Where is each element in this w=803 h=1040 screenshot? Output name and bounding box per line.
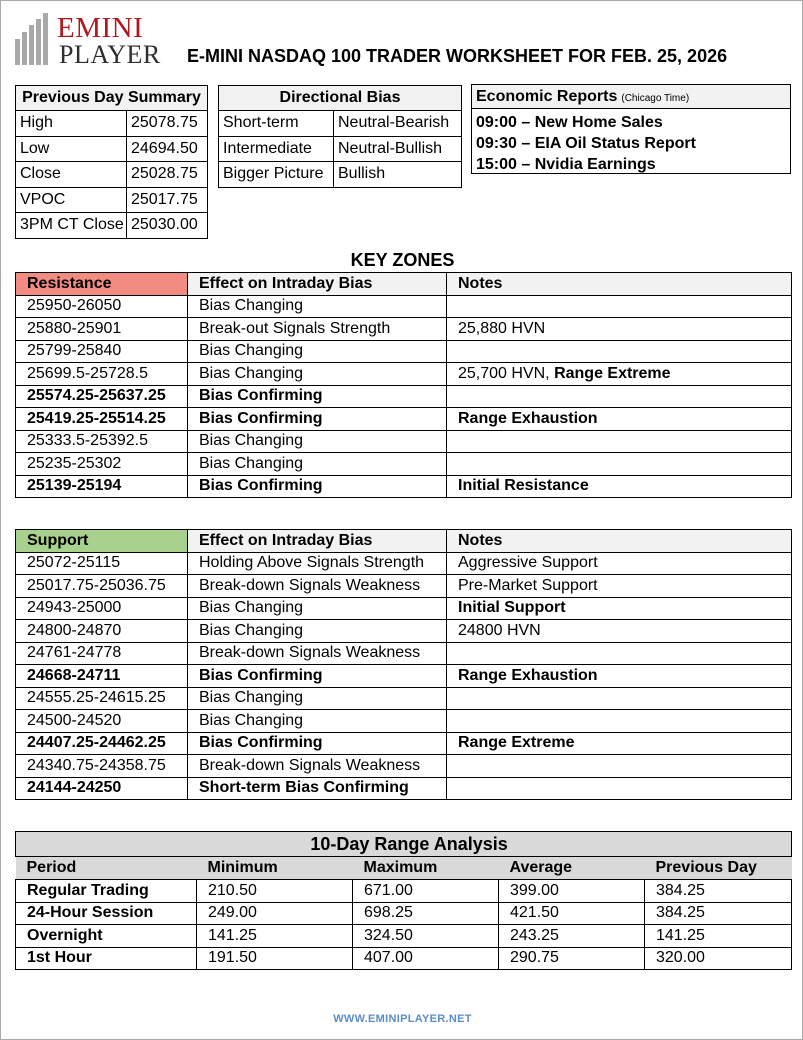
support-effect: Break-down Signals Weakness xyxy=(188,755,447,778)
resistance-note-text: 25,700 HVN, xyxy=(458,364,555,382)
logo-text-player: PLAYER xyxy=(59,40,161,69)
resistance-notes xyxy=(447,295,792,318)
resistance-row xyxy=(16,363,792,386)
range-header-minimum: Minimum xyxy=(197,857,353,880)
key-zones-title: KEY ZONES xyxy=(350,250,455,270)
resistance-notes xyxy=(447,318,792,341)
resistance-notes xyxy=(447,385,792,408)
resistance-effect: Bias Changing xyxy=(188,295,447,318)
support-effect: Bias Changing xyxy=(188,687,447,710)
support-notes xyxy=(447,777,792,800)
logo-bars-icon xyxy=(15,13,59,65)
previous-day-value: 25017.75 xyxy=(127,187,208,213)
previous-day-summary-table xyxy=(15,85,208,239)
support-row xyxy=(16,552,792,575)
resistance-notes xyxy=(447,430,792,453)
resistance-effect: Bias Changing xyxy=(188,340,447,363)
support-effect: Holding Above Signals Strength xyxy=(188,552,447,575)
support-row xyxy=(16,687,792,710)
economic-reports-title: Economic Reports xyxy=(476,88,618,105)
support-zone: 25017.75-25036.75 xyxy=(16,575,188,598)
resistance-row xyxy=(16,340,792,363)
previous-day-row xyxy=(16,111,208,137)
resistance-row xyxy=(16,475,792,498)
support-zone: 24555.25-24615.25 xyxy=(16,687,188,710)
range-header-previous-day: Previous Day xyxy=(645,857,792,880)
directional-bias-header: Directional Bias xyxy=(219,86,462,111)
previous-day-summary-header: Previous Day Summary xyxy=(16,86,208,111)
previous-day-value: 24694.50 xyxy=(127,136,208,162)
support-effect: Bias Confirming xyxy=(188,665,447,688)
support-effect: Break-down Signals Weakness xyxy=(188,575,447,598)
range-maximum: 671.00 xyxy=(353,880,499,903)
range-average: 399.00 xyxy=(499,880,645,903)
range-average: 421.50 xyxy=(499,902,645,925)
support-zone: 24407.25-24462.25 xyxy=(16,732,188,755)
support-zone: 24144-24250 xyxy=(16,777,188,800)
range-minimum: 141.25 xyxy=(197,925,353,948)
resistance-zone: 25235-25302 xyxy=(16,453,188,476)
range-header-maximum: Maximum xyxy=(353,857,499,880)
economic-reports-box xyxy=(471,84,791,174)
support-zone: 24943-25000 xyxy=(16,597,188,620)
support-row xyxy=(16,710,792,733)
bias-timeframe: Bigger Picture xyxy=(219,162,334,188)
range-row xyxy=(16,947,792,970)
resistance-effect: Bias Changing xyxy=(188,363,447,386)
support-notes xyxy=(447,710,792,733)
support-effect: Break-down Signals Weakness xyxy=(188,642,447,665)
resistance-effect: Bias Changing xyxy=(188,453,447,476)
support-notes xyxy=(447,755,792,778)
resistance-row xyxy=(16,453,792,476)
support-notes: Range Exhaustion xyxy=(447,665,792,688)
resistance-row xyxy=(16,295,792,318)
economic-reports-list xyxy=(472,109,790,175)
footer-url[interactable]: WWW.EMINIPLAYER.NET xyxy=(333,1013,472,1025)
range-period: Regular Trading xyxy=(16,880,197,903)
range-period: Overnight xyxy=(16,925,197,948)
support-zone: 24761-24778 xyxy=(16,642,188,665)
resistance-row xyxy=(16,408,792,431)
range-minimum: 191.50 xyxy=(197,947,353,970)
range-previous-day: 384.25 xyxy=(645,902,792,925)
range-header-period: Period xyxy=(16,857,197,880)
support-row xyxy=(16,665,792,688)
support-effect: Short-term Bias Confirming xyxy=(188,777,447,800)
range-average: 243.25 xyxy=(499,925,645,948)
range-row xyxy=(16,880,792,903)
resistance-effect: Break-out Signals Strength xyxy=(188,318,447,341)
economic-reports-subheader: (Chicago Time) xyxy=(621,93,690,104)
range-analysis-table xyxy=(15,831,792,970)
range-maximum: 407.00 xyxy=(353,947,499,970)
directional-bias-row xyxy=(219,136,462,162)
resistance-zone: 25699.5-25728.5 xyxy=(16,363,188,386)
support-row xyxy=(16,620,792,643)
range-previous-day: 384.25 xyxy=(645,880,792,903)
resistance-notes-header: Notes xyxy=(447,273,792,296)
resistance-notes xyxy=(447,340,792,363)
bias-value: Neutral-Bullish xyxy=(334,136,462,162)
resistance-notes xyxy=(447,453,792,476)
resistance-notes xyxy=(447,363,792,386)
support-row xyxy=(16,642,792,665)
resistance-row xyxy=(16,385,792,408)
resistance-effect: Bias Changing xyxy=(188,430,447,453)
support-notes xyxy=(447,687,792,710)
eminiplayer-logo xyxy=(15,12,161,69)
support-effect: Bias Confirming xyxy=(188,732,447,755)
previous-day-row xyxy=(16,187,208,213)
resistance-zone: 25950-26050 xyxy=(16,295,188,318)
range-maximum: 698.25 xyxy=(353,902,499,925)
support-header: Support xyxy=(16,530,188,553)
directional-bias-row xyxy=(219,111,462,137)
range-maximum: 324.50 xyxy=(353,925,499,948)
support-effect: Bias Changing xyxy=(188,597,447,620)
range-average: 290.75 xyxy=(499,947,645,970)
resistance-row xyxy=(16,430,792,453)
support-row xyxy=(16,732,792,755)
range-minimum: 210.50 xyxy=(197,880,353,903)
resistance-effect: Bias Confirming xyxy=(188,408,447,431)
economic-reports-header xyxy=(472,85,790,109)
resistance-zone: 25419.25-25514.25 xyxy=(16,408,188,431)
resistance-effect: Bias Confirming xyxy=(188,385,447,408)
support-row xyxy=(16,755,792,778)
bias-value: Bullish xyxy=(334,162,462,188)
directional-bias-row xyxy=(219,162,462,188)
economic-report-item: 09:00 – New Home Sales xyxy=(476,114,663,131)
range-row xyxy=(16,925,792,948)
directional-bias-table xyxy=(218,85,462,188)
support-effect: Bias Changing xyxy=(188,710,447,733)
resistance-zone: 25139-25194 xyxy=(16,475,188,498)
range-row xyxy=(16,902,792,925)
support-zone: 25072-25115 xyxy=(16,552,188,575)
bias-value: Neutral-Bearish xyxy=(334,111,462,137)
resistance-note-bold: Range Extreme xyxy=(554,364,671,382)
support-notes: Initial Support xyxy=(447,597,792,620)
support-notes-header: Notes xyxy=(447,530,792,553)
support-notes: Pre-Market Support xyxy=(447,575,792,598)
range-previous-day: 141.25 xyxy=(645,925,792,948)
previous-day-value: 25078.75 xyxy=(127,111,208,137)
resistance-effect: Bias Confirming xyxy=(188,475,447,498)
support-effect-header: Effect on Intraday Bias xyxy=(188,530,447,553)
resistance-zone: 25574.25-25637.25 xyxy=(16,385,188,408)
support-notes: Aggressive Support xyxy=(447,552,792,575)
previous-day-label: High xyxy=(16,111,127,137)
range-period: 24-Hour Session xyxy=(16,902,197,925)
range-analysis-title: 10-Day Range Analysis xyxy=(16,832,792,857)
support-notes: 24800 HVN xyxy=(447,620,792,643)
logo-text-emini: EMINI xyxy=(57,12,144,44)
range-previous-day: 320.00 xyxy=(645,947,792,970)
resistance-table xyxy=(15,272,792,498)
resistance-note-text: Initial Resistance xyxy=(458,477,589,495)
range-minimum: 249.00 xyxy=(197,902,353,925)
support-notes: Range Extreme xyxy=(447,732,792,755)
resistance-note-text: Range Exhaustion xyxy=(458,409,598,427)
previous-day-row xyxy=(16,136,208,162)
support-zone: 24800-24870 xyxy=(16,620,188,643)
previous-day-value: 25030.00 xyxy=(127,213,208,239)
previous-day-label: Low xyxy=(16,136,127,162)
previous-day-value: 25028.75 xyxy=(127,162,208,188)
resistance-notes xyxy=(447,408,792,431)
support-table xyxy=(15,529,792,800)
range-period: 1st Hour xyxy=(16,947,197,970)
support-row xyxy=(16,575,792,598)
resistance-zone: 25880-25901 xyxy=(16,318,188,341)
previous-day-label: VPOC xyxy=(16,187,127,213)
support-effect: Bias Changing xyxy=(188,620,447,643)
resistance-header: Resistance xyxy=(16,273,188,296)
resistance-effect-header: Effect on Intraday Bias xyxy=(188,273,447,296)
resistance-note-text: 25,880 HVN xyxy=(458,319,546,337)
support-zone: 24340.75-24358.75 xyxy=(16,755,188,778)
support-notes xyxy=(447,642,792,665)
support-zone: 24500-24520 xyxy=(16,710,188,733)
bias-timeframe: Intermediate xyxy=(219,136,334,162)
previous-day-row xyxy=(16,162,208,188)
resistance-notes xyxy=(447,475,792,498)
previous-day-row xyxy=(16,213,208,239)
economic-report-item: 09:30 – EIA Oil Status Report xyxy=(476,135,696,152)
support-row xyxy=(16,597,792,620)
bias-timeframe: Short-term xyxy=(219,111,334,137)
resistance-zone: 25799-25840 xyxy=(16,340,188,363)
support-zone: 24668-24711 xyxy=(16,665,188,688)
economic-report-item: 15:00 – Nvidia Earnings xyxy=(476,156,656,173)
resistance-row xyxy=(16,318,792,341)
range-header-average: Average xyxy=(499,857,645,880)
support-row xyxy=(16,777,792,800)
resistance-zone: 25333.5-25392.5 xyxy=(16,430,188,453)
page-title: E-MINI NASDAQ 100 TRADER WORKSHEET FOR FEB. 25, 2026 xyxy=(187,46,728,66)
previous-day-label: Close xyxy=(16,162,127,188)
previous-day-label: 3PM CT Close xyxy=(16,213,127,239)
